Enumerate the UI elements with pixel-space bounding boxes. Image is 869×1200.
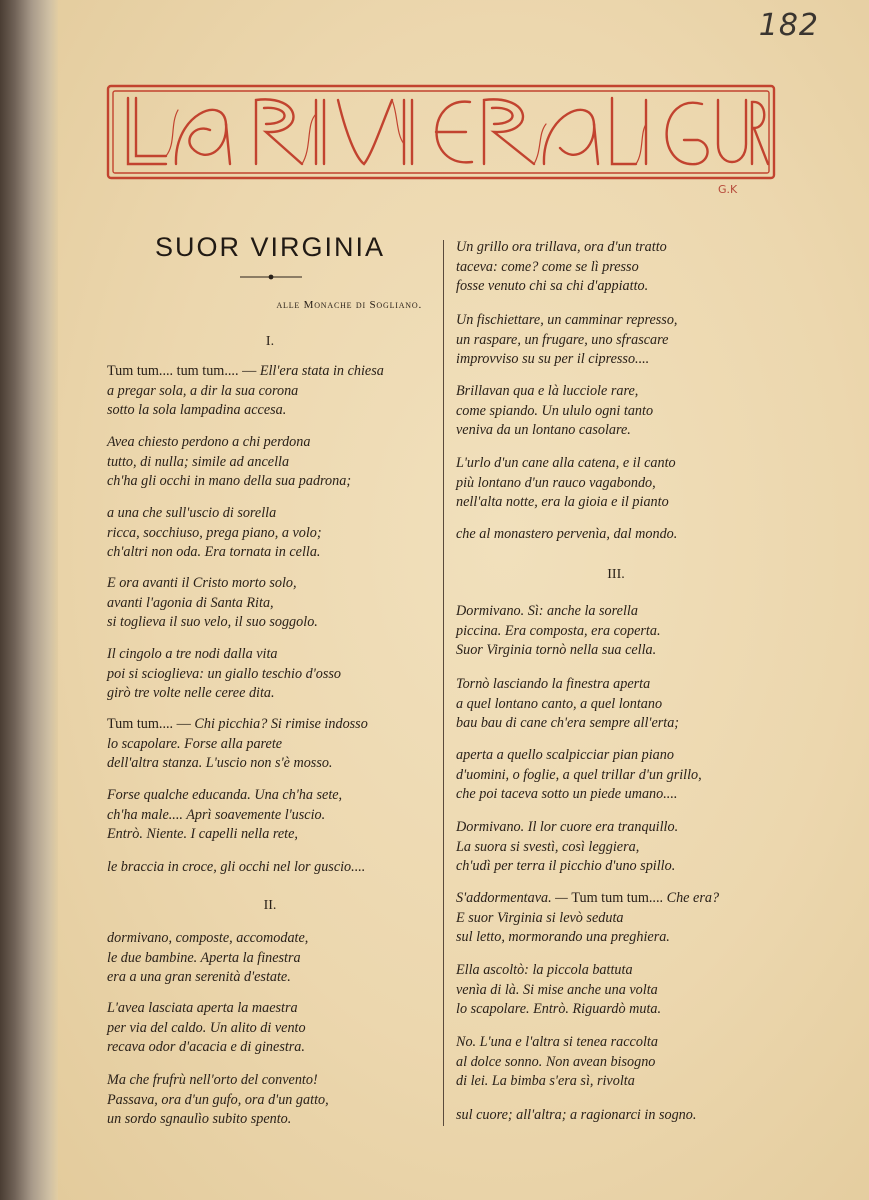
stanza — [107, 715, 368, 774]
verse-line: sul cuore; all'altra; a ragionarci in sogno. — [456, 1107, 697, 1123]
verse-line: a una che sull'uscio di sorella — [107, 505, 277, 521]
verse-line: dell'altra stanza. L'uscio non s'è mosso. — [107, 755, 333, 771]
stanza — [107, 858, 365, 878]
stanza — [107, 645, 341, 704]
verse-line: un raspare, un frugare, uno sfrascare — [456, 331, 669, 348]
stanza — [456, 238, 667, 297]
verse-line: ch'ha gli occhi in mano della sua padrona; — [107, 473, 352, 489]
stanza — [456, 1033, 658, 1092]
stanza — [456, 525, 677, 545]
verse-line: E suor Virginia si levò seduta — [456, 909, 624, 926]
title-ornament — [240, 272, 302, 282]
stanza — [456, 746, 702, 805]
verse-line: sul letto, mormorando una preghiera. — [456, 929, 670, 945]
verse-line: le due bambine. Aperta la finestra — [107, 949, 301, 966]
column-divider — [443, 240, 444, 1126]
verse-line: recava odor d'acacia e di ginestra. — [107, 1039, 305, 1055]
verse-line: Entrò. Niente. I capelli nella rete, — [107, 826, 298, 842]
stanza — [456, 675, 679, 734]
stanza — [107, 1071, 329, 1130]
verse-line: lo scapolare. Forse alla parete — [107, 735, 283, 752]
verse-line: veniva da un lontano casolare. — [456, 422, 631, 438]
verse-line: a pregar sola, a dir la sua corona — [107, 382, 299, 399]
verse-line: Un fischiettare, un camminar represso, — [456, 312, 678, 328]
verse-line: poi si scioglieva: un giallo teschio d'osso — [107, 665, 341, 682]
verse-line: Forse qualche educanda. Una ch'ha sete, — [107, 787, 343, 803]
verse-line — [456, 889, 719, 909]
verse-line: Tornò lasciando la finestra aperta — [456, 676, 651, 692]
stanza — [107, 433, 351, 492]
stanza — [107, 362, 384, 421]
verse-line: piccina. Era composta, era coperta. — [456, 622, 661, 639]
verse-line: bau bau di cane ch'era sempre all'erta; — [456, 715, 680, 731]
poem-title: SUOR VIRGINIA — [154, 232, 386, 262]
verse-line: venìa di là. Si mise anche una volta — [456, 981, 658, 998]
stanza — [456, 382, 653, 441]
verse-line: Brillavan qua e là lucciole rare, — [456, 383, 639, 399]
verse-line: L'avea lasciata aperta la maestra — [107, 1000, 298, 1016]
verse-line: Il cingolo a tre nodi dalla vita — [107, 646, 278, 662]
masthead-logo-art — [106, 84, 776, 180]
verse-line-text: Chi picchia? Si rimise indosso — [194, 716, 368, 732]
verse-line: Avea chiesto perdono a chi perdona — [107, 434, 311, 450]
verse-line: tutto, di nulla; simile ad ancella — [107, 453, 290, 470]
stanza — [456, 454, 676, 513]
masthead-logo — [106, 84, 776, 180]
verse-line: ch'udì per terra il picchio d'uno spillo. — [456, 858, 676, 874]
verse-line: La suora si svestì, così leggiera, — [456, 838, 640, 855]
verse-line: di lei. La bimba s'era sì, rivolta — [456, 1073, 635, 1089]
verse-line: le braccia in croce, gli occhi nel lor guscio.... — [107, 859, 366, 875]
verse-line: per via del caldo. Un alito di vento — [107, 1019, 306, 1036]
verse-line: dormivano, composte, accomodate, — [107, 930, 309, 946]
verse-line: Dormivano. Il lor cuore era tranquillo. — [456, 819, 679, 835]
section-numeral: I. — [265, 334, 275, 349]
stanza — [107, 574, 318, 633]
verse-line: come spiando. Un ululo ogni tanto — [456, 402, 654, 419]
verse-line: girò tre volte nelle ceree dita. — [107, 685, 275, 701]
stanza — [456, 889, 719, 948]
stanza — [107, 999, 306, 1058]
verse-line — [107, 362, 384, 382]
verse-line: d'uomini, o foglie, a quel trillar d'un grillo, — [456, 766, 702, 783]
verse-line: Un grillo ora trillava, ora d'un tratto — [456, 239, 667, 255]
artist-signature: G.K — [718, 183, 738, 196]
verse-line: sotto la sola lampadina accesa. — [107, 402, 287, 418]
stanza — [107, 786, 342, 845]
verse-line: che al monastero pervenìa, dal mondo. — [456, 526, 678, 542]
section-numeral: III. — [607, 567, 625, 582]
stanza — [107, 504, 322, 563]
verse-line: Suor Virginia tornò nella sua cella. — [456, 642, 657, 658]
dedication: alle Monache di Sogliano. — [276, 299, 422, 311]
verse-line: taceva: come? come se lì presso — [456, 258, 639, 275]
verse-line: a quel lontano canto, a quel lontano — [456, 695, 663, 712]
stanza — [456, 818, 678, 877]
verse-line: nell'alta notte, era la gioia e il pianto — [456, 494, 669, 510]
verse-line: ch'ha male.... Aprì soavemente l'uscio. — [107, 806, 326, 823]
verse-line: era a una gran serenità d'estate. — [107, 969, 291, 985]
verse-line: improvviso su su per il cipresso.... — [456, 351, 650, 367]
verse-line: E ora avanti il Cristo morto solo, — [107, 575, 297, 591]
verse-line: L'urlo d'un cane alla catena, e il canto — [456, 455, 676, 471]
verse-line: lo scapolare. Entrò. Riguardò muta. — [456, 1001, 662, 1017]
verse-line: si toglieva il suo velo, il suo soggolo. — [107, 614, 318, 630]
stanza — [456, 961, 661, 1020]
verse-line-prefix: Tum tum.... tum tum.... — — [107, 363, 260, 379]
verse-line: Ma che frufrù nell'orto del convento! — [107, 1072, 318, 1088]
verse-line: aperta a quello scalpicciar pian piano — [456, 747, 674, 763]
verse-line: Passava, ora d'un gufo, ora d'un gatto, — [107, 1091, 329, 1108]
book-binding — [0, 0, 58, 1200]
verse-line: Dormivano. Sì: anche la sorella — [456, 603, 638, 619]
title-ornament-rule — [240, 272, 302, 282]
verse-line-text: S'addormentava. — — [456, 890, 572, 906]
verse-line-prefix: Tum tum.... — — [107, 716, 195, 732]
stanza — [107, 929, 308, 988]
verse-line: più lontano d'un rauco vagabondo, — [456, 474, 656, 491]
verse-line: un sordo sgnaulìo subito spento. — [107, 1111, 292, 1127]
verse-line: ricca, socchiuso, prega piano, a volo; — [107, 524, 322, 541]
section-numeral: II. — [263, 898, 277, 913]
verse-line — [107, 715, 368, 735]
verse-line: Ella ascoltò: la piccola battuta — [456, 962, 633, 978]
verse-line: al dolce sonno. Non avean bisogno — [456, 1053, 656, 1070]
stanza — [456, 1106, 696, 1126]
stanza — [456, 311, 677, 370]
verse-line-tail: Che era? — [666, 890, 720, 906]
verse-line: fosse venuto chi sa chi d'appiatto. — [456, 278, 649, 294]
verse-line: ch'altri non oda. Era tornata in cella. — [107, 544, 321, 560]
verse-line: che poi taceva sotto un piede umano.... — [456, 786, 678, 802]
verse-line-text: Ell'era stata in chiesa — [259, 363, 384, 379]
verse-line-knock: Tum tum tum.... — [571, 890, 667, 906]
verse-line: No. L'una e l'altra si tenea raccolta — [456, 1034, 658, 1050]
stanza — [456, 602, 661, 661]
page-number: 182 — [758, 8, 819, 43]
verse-line: avanti l'agonia di Santa Rita, — [107, 594, 274, 611]
